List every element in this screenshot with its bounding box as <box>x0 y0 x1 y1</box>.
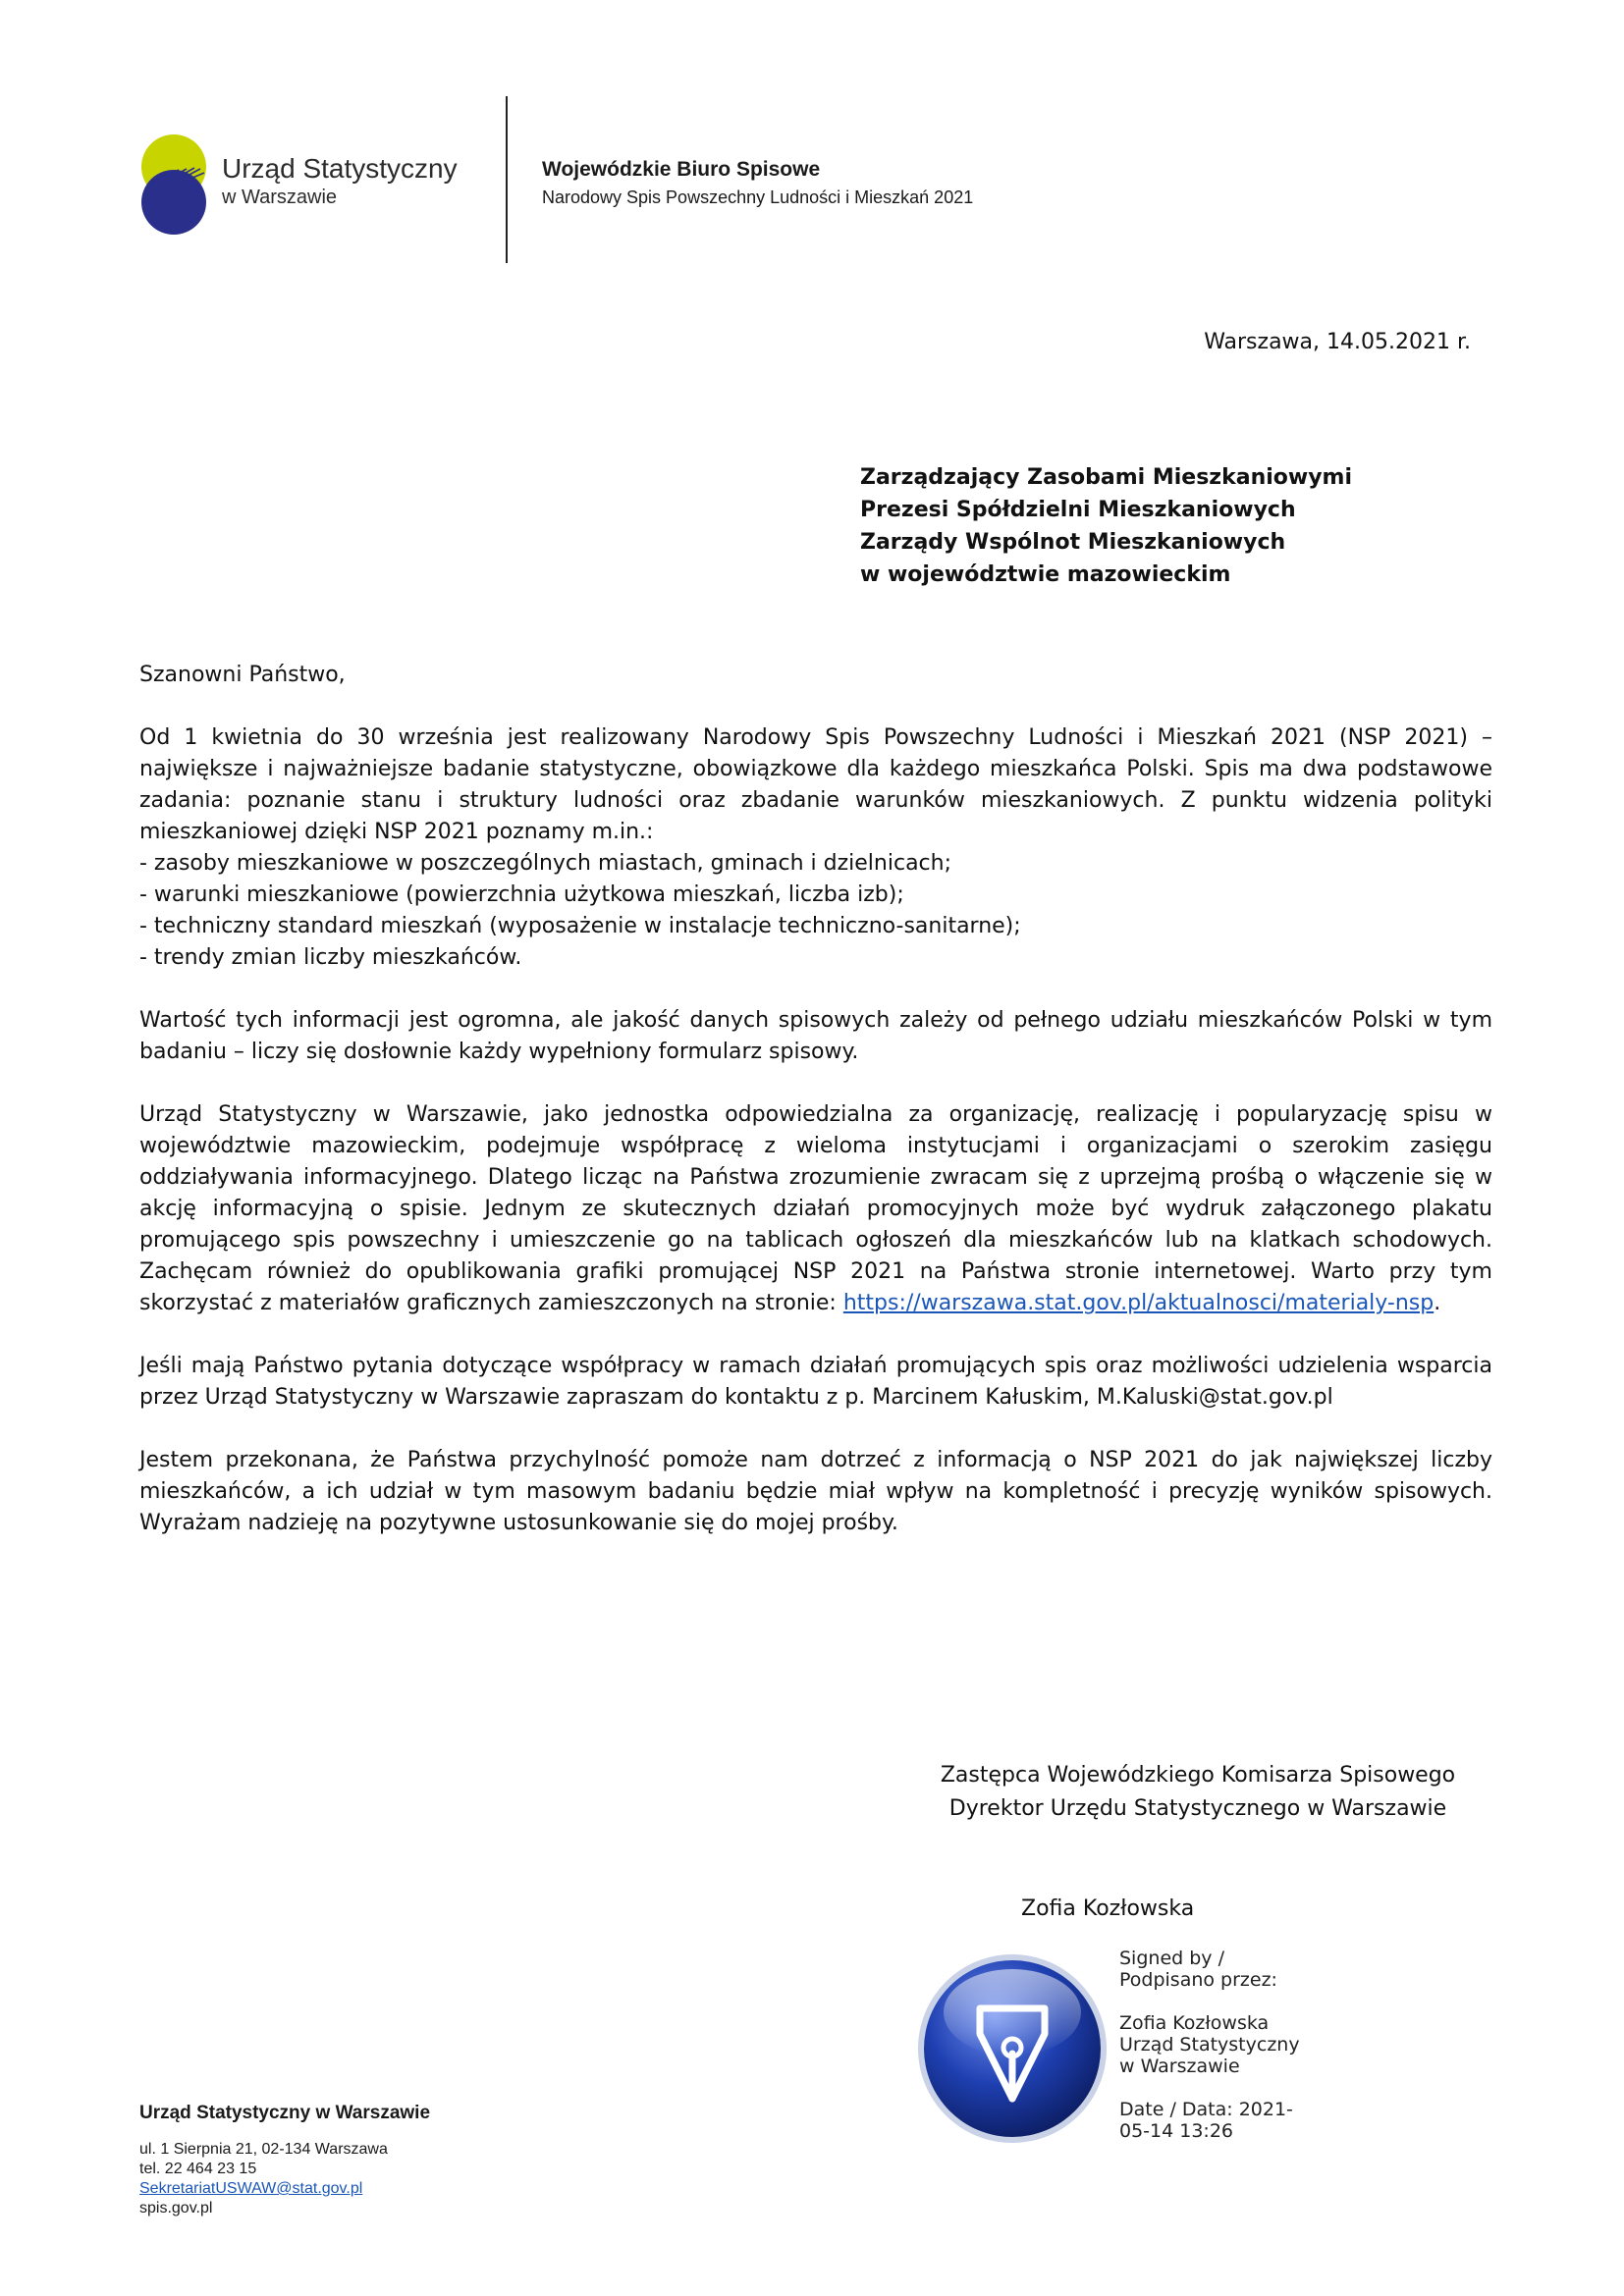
signature-title-line1: Zastępca Wojewódzkiego Komisarza Spisowego <box>940 1763 1456 1788</box>
footer-website: spis.gov.pl <box>139 2200 213 2216</box>
footer <box>139 2097 430 2218</box>
e-signature-line: 05-14 13:26 <box>1119 2120 1234 2142</box>
list-item: - techniczny standard mieszkań (wyposażenie w instalacje techniczno-sanitarne); <box>139 914 1021 938</box>
paragraph-1 <box>139 722 1492 974</box>
footer-address: ul. 1 Sierpnia 21, 02-134 Warszawa <box>139 2141 388 2158</box>
e-signature-line: w Warszawie <box>1119 2056 1240 2077</box>
materials-link[interactable]: https://warszawa.stat.gov.pl/aktualnosci/materialy-nsp <box>842 1291 1435 1315</box>
signer-name: Zofia Kozłowska <box>1021 1896 1195 1921</box>
list-item: - warunki mieszkaniowe (powierzchnia użytkowa mieszkań, liczba izb); <box>139 882 904 907</box>
list-item: - zasoby mieszkaniowe w poszczególnych miastach, gminach i dzielnicach; <box>139 851 951 876</box>
paragraph-3-end: . <box>1434 1291 1441 1315</box>
letter-date: Warszawa, 14.05.2021 r. <box>1204 330 1471 354</box>
e-signature-line: Signed by / <box>1119 1948 1224 1969</box>
paragraph-1-intro: Od 1 kwietnia do 30 września jest realizowany Narodowy Spis Powszechny Ludności i Mieszkań 2021 (NSP 2021) – największe i najważniejsze badanie statystyczne, obowiązkowe dla każdego mieszkańca Polski. Spis ma dwa podstawowe zadania: poznanie stanu i struktury ludności oraz zbadanie warunków mieszkaniowych. Z punktu widzenia polityki mieszkaniowej dzięki NSP 2021 poznamy m.in.: <box>139 725 1492 844</box>
signature-title <box>766 1759 1624 1826</box>
e-signature-line: Urząd Statystyczny <box>1119 2034 1300 2056</box>
paragraph-2: Wartość tych informacji jest ogromna, ale jakość danych spisowych zależy od pełnego udziału mieszkańców Polski w tym badaniu – liczy się dosłownie każdy wypełniony formularz spisowy. <box>139 1008 1492 1064</box>
header-divider <box>506 96 508 263</box>
paragraph-3-text: Urząd Statystyczny w Warszawie, jako jednostka odpowiedzialna za organizację, realizację i popularyzację spisu w województwie mazowieckim, podejmuje współpracę z wieloma instytucjami i organizacjami o szerokim zasięgu oddziaływania informacyjnego. Dlatego licząc na Państwa zrozumienie zwracam się z uprzejmą prośbą o włączenie się w akcję informacyjną o spisie. Jednym ze skutecznych działań promocyjnych może być wydruk załączonego plakatu promującego spis powszechny i umieszczenie go na tablicach ogłoszeń dla mieszkańców lub na klatkach schodowych. Zachęcam również do opublikowania grafiki promującej NSP 2021 na Państwa stronie internetowej. Warto przy tym skorzystać z materiałów graficznych zamieszczonych na stronie: <box>139 1102 1492 1315</box>
pen-nib-icon <box>915 1951 1110 2146</box>
footer-title: Urząd Statystyczny w Warszawie <box>139 2103 431 2123</box>
footer-email-link[interactable]: SekretariatUSWAW@stat.gov.pl <box>139 2180 363 2197</box>
bureau-heading <box>542 155 973 210</box>
e-signature-line: Podpisano przez: <box>1119 1969 1277 1991</box>
bureau-title: Wojewódzkie Biuro Spisowe <box>542 158 821 181</box>
logo-icon <box>137 133 210 236</box>
recipient-line: Zarządzający Zasobami Mieszkaniowymi <box>860 465 1353 490</box>
e-signature-line: Date / Data: 2021- <box>1119 2099 1293 2120</box>
org-name-line1: Urząd Statystyczny <box>222 153 458 184</box>
footer-phone: tel. 22 464 23 15 <box>139 2161 257 2177</box>
paragraph-4: Jeśli mają Państwo pytania dotyczące współpracy w ramach działań promujących spis oraz możliwości udzielenia wsparcia przez Urząd Statystyczny w Warszawie zapraszam do kontaktu z p. Marcinem Kałuskim, M.Kaluski@stat.gov.pl <box>139 1354 1492 1410</box>
paragraph-3 <box>139 1099 1492 1319</box>
signature-title-line2: Dyrektor Urzędu Statystycznego w Warszawie <box>948 1796 1447 1821</box>
e-signature-info <box>1119 1948 1300 2142</box>
org-name-line2: w Warszawie <box>222 187 338 208</box>
recipient-line: w województwie mazowieckim <box>860 562 1231 587</box>
list-item: - trendy zmian liczby mieszkańców. <box>139 945 522 970</box>
recipient-block <box>860 461 1352 591</box>
recipient-line: Zarządy Wspólnot Mieszkaniowych <box>860 530 1286 555</box>
paragraph-5: Jestem przekonana, że Państwa przychylność pomoże nam dotrzeć z informacją o NSP 2021 do jak największej liczby mieszkańców, a ich udział w tym masowym badaniu będzie miał wpływ na kompletność i precyzję wyników spisowych. Wyrażam nadzieję na pozytywne ustosunkowanie się do mojej prośby. <box>139 1448 1492 1535</box>
salutation: Szanowni Państwo, <box>139 663 346 687</box>
org-name <box>222 153 458 210</box>
recipient-line: Prezesi Spółdzielni Mieszkaniowych <box>860 498 1296 522</box>
letter-body <box>139 660 1492 1571</box>
bureau-subtitle: Narodowy Spis Powszechny Ludności i Mieszkań 2021 <box>542 187 974 207</box>
e-signature-line: Zofia Kozłowska <box>1119 2012 1270 2034</box>
